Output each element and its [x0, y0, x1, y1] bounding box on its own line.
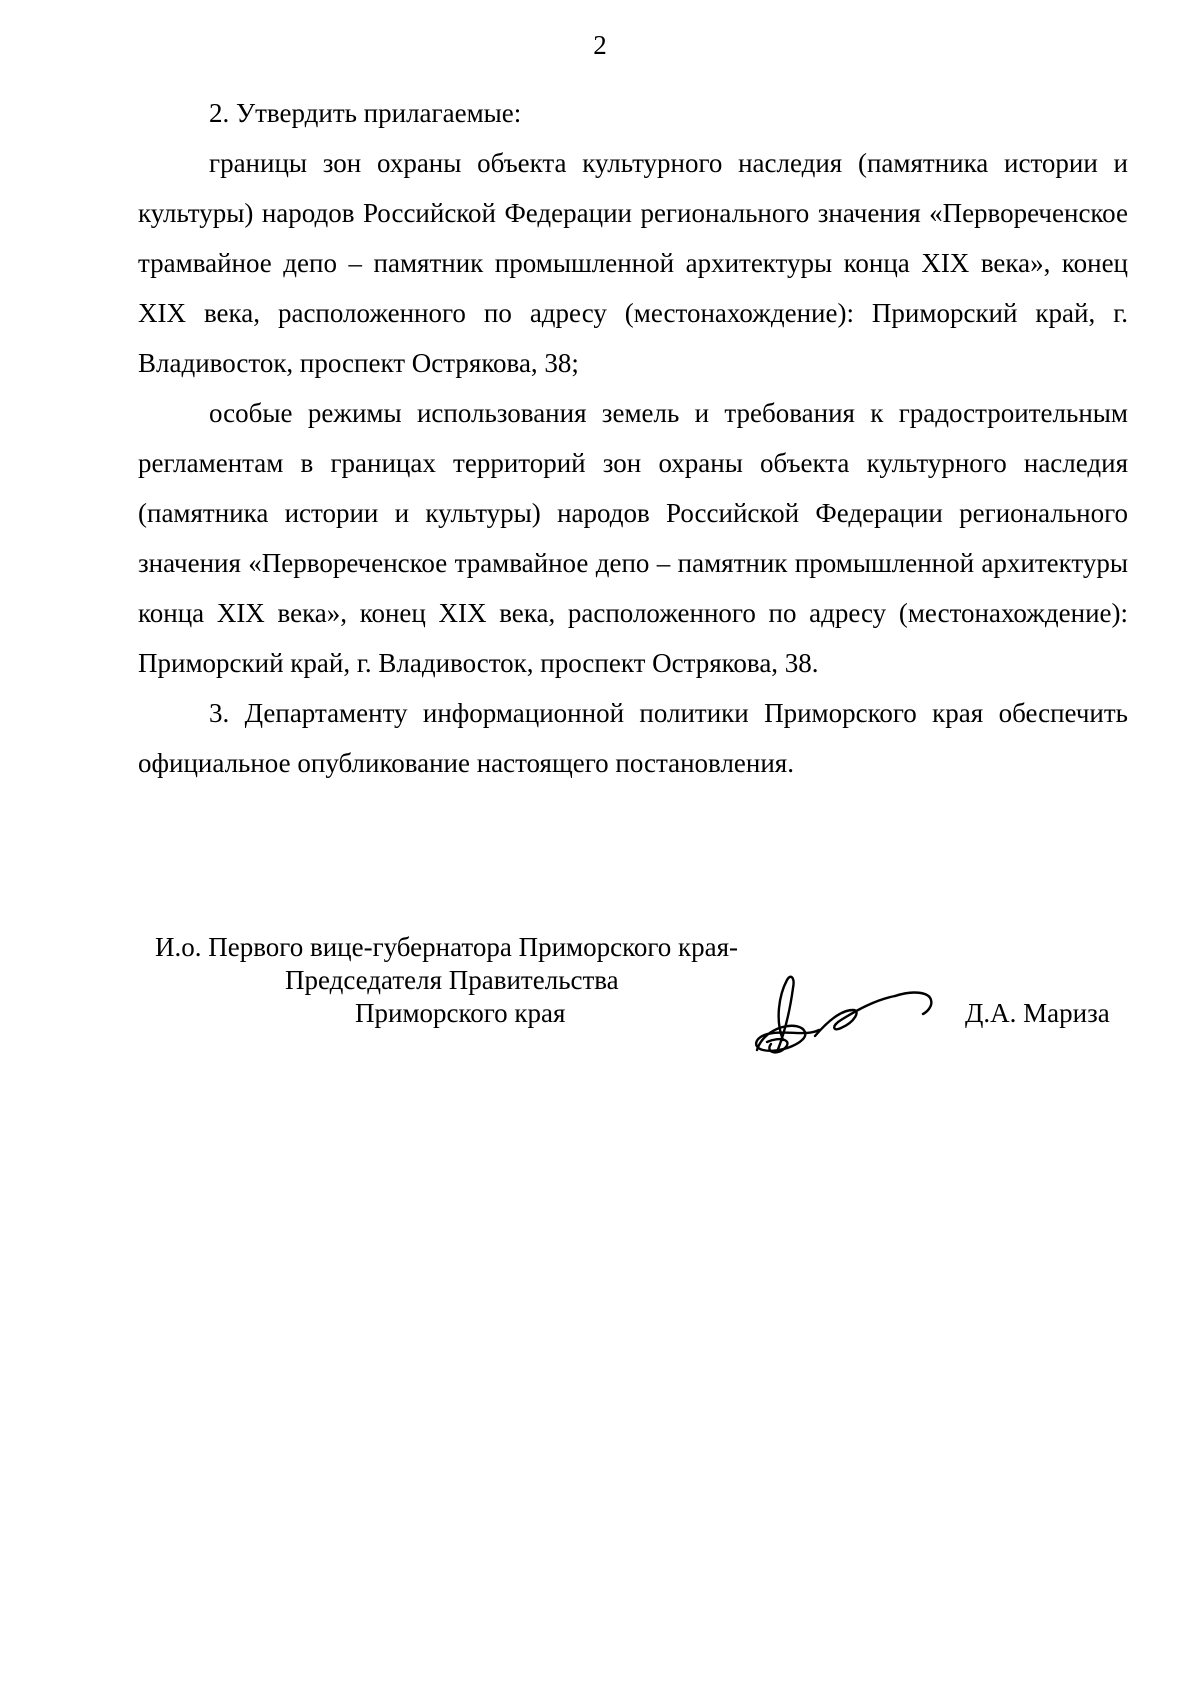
- signature-block: [0, 930, 1200, 1050]
- signatory-position-line-1: И.о. Первого вице-губернатора Приморского края-: [155, 932, 738, 962]
- signatory-name: Д.А. Мариза: [965, 998, 1110, 1028]
- paragraph-land-use-regimes: особые режимы использования земель и требования к градостроительным регламентам в границах территорий зон охраны объекта культурного наследия (памятника истории и культуры) народов Российской Федерации регионального значения «Первореченское трамвайное депо – памятник промышленной архитектуры конца XIX века», конец XIX века, расположенного по адресу (местонахождение): Приморский край, г. Владивосток, проспект Острякова, 38.: [138, 398, 1128, 678]
- paragraph-item-2-header: 2. Утвердить прилагаемые:: [209, 98, 522, 128]
- page-number: 2: [593, 30, 607, 60]
- paragraph-protection-zones: границы зон охраны объекта культурного наследия (памятника истории и культуры) народов Российской Федерации регионального значения «Первореченское трамвайное депо – памятник промышленной архитектуры конца XIX века», конец XIX века, расположенного по адресу (местонахождение): Приморский край, г. Владивосток, проспект Острякова, 38;: [138, 148, 1128, 378]
- signatory-position-line-3: Приморского края: [355, 998, 566, 1028]
- handwritten-signature-icon: [745, 970, 945, 1060]
- document-body: [138, 88, 1128, 788]
- signatory-position-line-2: Председателя Правительства: [285, 965, 619, 995]
- paragraph-item-3-publication: 3. Департаменту информационной политики Приморского края обеспечить официальное опубликование настоящего постановления.: [138, 698, 1128, 778]
